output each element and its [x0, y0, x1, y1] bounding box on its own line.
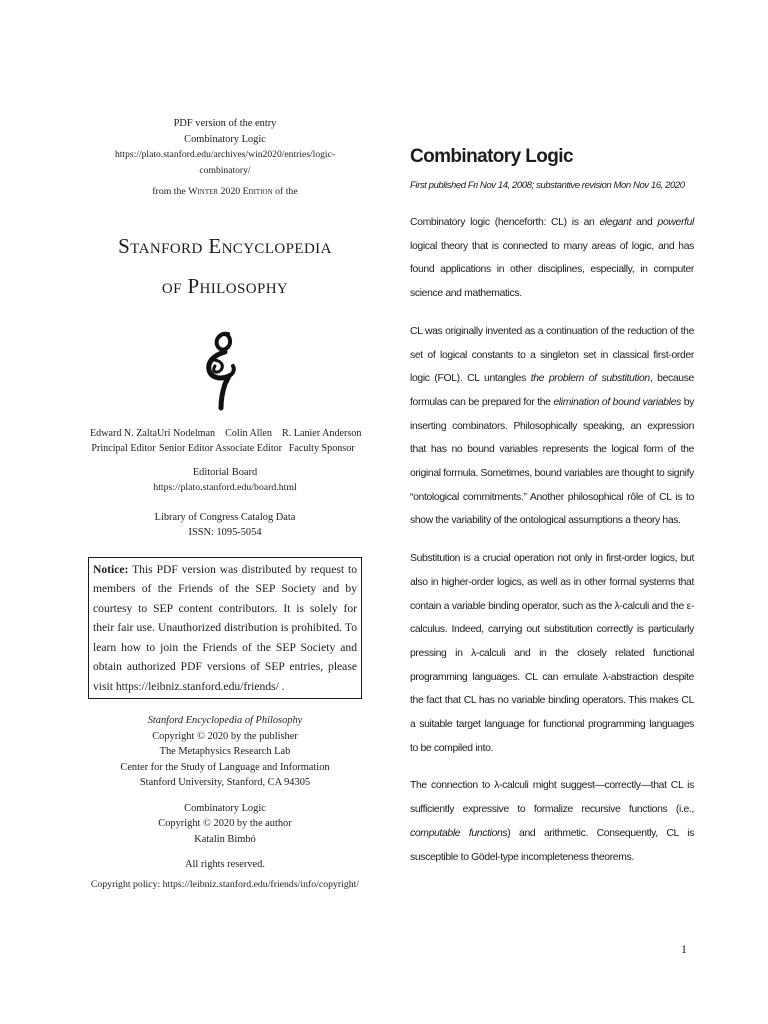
editor-role: Associate Editor [215, 443, 283, 454]
p2-emphasis-substitution: the problem of substitution [530, 373, 650, 385]
editor-role: Faculty Sponsor [288, 443, 355, 454]
editor-anderson [282, 426, 361, 457]
encyclopedia-title-line2: of Philosophy [161, 273, 289, 298]
publisher-address: Stanford University, Stanford, CA 94305 [139, 777, 311, 788]
entry-name: Combinatory Logic [184, 133, 266, 145]
p1-emphasis-powerful: powerful [657, 217, 694, 228]
copyright-policy[interactable]: Copyright policy: https://leibniz.stanford.edu/friends/info/copyright/ [90, 878, 360, 890]
publisher-center: Center for the Study of Language and Information [120, 761, 330, 773]
author-block [90, 801, 360, 848]
editorial-board-label: Editorial Board [192, 466, 258, 478]
editor-allen [215, 426, 282, 457]
editor-role: Senior Editor [158, 443, 214, 454]
publisher-name: Stanford Encyclopedia of Philosophy [147, 715, 303, 726]
notice-box [88, 557, 362, 700]
editor-name: R. Lanier Anderson [282, 427, 362, 439]
sep-logo-icon [195, 326, 255, 416]
publisher-block [90, 713, 360, 791]
title-page-column [90, 116, 360, 892]
edition-name: Winter 2020 Edition [188, 186, 273, 197]
editorial-board-url[interactable]: https://plato.stanford.edu/board.html [153, 482, 297, 493]
author-name: Katalin Bimbó [194, 833, 256, 845]
of-the-text: of the [272, 186, 298, 197]
rights-reserved: All rights reserved. [185, 859, 265, 870]
publisher-lab: The Metaphysics Research Lab [159, 746, 291, 757]
editor-role: Principal Editor [91, 443, 156, 454]
entry-url[interactable]: https://plato.stanford.edu/archives/win2020/entries/logic-combinatory/ [114, 149, 336, 176]
editorial-board [90, 465, 360, 496]
p4-text: The connection to λ-calculi might suggest—correctly—that CL is sufficiently expressive to formalize recursive functions (i.e., [410, 780, 694, 816]
rights-block [90, 857, 360, 892]
from-text: from the [152, 186, 189, 197]
catalog-data [90, 510, 360, 541]
notice-label: Notice: [93, 562, 129, 576]
p2-text: by inserting combinators. Philosophically speaking, an expression that has no bound variables represents the logical form of the original formula. Sometimes, bound variables are thought to signify “ontological commitments.” Another philosophical rôle of CL is to show the variability of the ontological assumptions a theory has. [410, 396, 694, 527]
p2-text: CL was originally invented as a continuation of the reduction of the set of logical constants to a singleton set in classical first-order logic (FOL). CL untangles [410, 325, 694, 385]
p4-text: ) and arithmetic. Consequently, CL is susceptible to Gödel-type incompleteness theorems. [410, 827, 695, 863]
p1-text: and [631, 217, 658, 228]
entry-title: Combinatory Logic [410, 146, 573, 167]
editor-zalta [90, 426, 157, 457]
p1-text: logical theory that is connected to many areas of logic, and has found applications in other disciplines, especially, in computer science and mathematics. [410, 240, 694, 300]
editor-name: Edward N. Zalta [90, 427, 157, 439]
paragraph-1 [410, 211, 694, 306]
edition-line [90, 184, 360, 200]
p1-text: Combinatory logic (henceforth: CL) is an [410, 217, 600, 228]
publication-info: First published Fri Nov 14, 2008; substantive revision Mon Nov 16, 2020 [410, 180, 685, 191]
editor-nodelman [157, 426, 215, 457]
paragraph-4 [410, 774, 694, 869]
p2-text: , because formulas can be prepared for the [410, 373, 694, 408]
encyclopedia-title-line1: Stanford Encyclopedia [118, 233, 332, 258]
entry-name-copyright: Combinatory Logic [184, 802, 266, 814]
editor-name: Colin Allen [225, 427, 272, 439]
editor-name: Uri Nodelman [157, 427, 216, 439]
p4-emphasis-computable: computable functions [410, 827, 508, 839]
entry-column [410, 142, 694, 883]
pdf-version-line [90, 116, 360, 132]
paragraph-3: Substitution is a crucial operation not only in first-order logics, but also in higher-order logics, as well as in other formal systems that contain a variable binding operator, such as the λ-calculi and the ε-calculus. Indeed, carrying out substitution correctly is particularly pressing in λ-calculi and in the closely related functional programming languages. CL can emulate λ-abstraction despite the fact that CL has no variable binding operators. This makes CL a suitable target language for functional programming languages to be compiled into. [410, 553, 694, 754]
author-copyright: Copyright © 2020 by the author [158, 818, 292, 829]
pdf-version-text: version of the entry [192, 118, 277, 129]
notice-text: This PDF version was distributed by request to members of the Friends of the SEP Society and by courtesy to SEP content contributors. It is solely for their fair use. Unauthorized distribution is prohibited. To learn how to join the Friends of the SEP Society and obtain authorized PDF versions of SEP entries, please visit https://leibniz.stanford.edu/friends/ . [93, 562, 357, 693]
pdf-label: PDF [173, 118, 193, 129]
publisher-copyright: Copyright © 2020 by the publisher [152, 730, 298, 742]
editors-list [90, 426, 360, 457]
p1-emphasis-elegant: elegant [599, 217, 632, 228]
paragraph-2 [410, 320, 694, 533]
catalog-label: Library of Congress Catalog Data [154, 511, 296, 523]
page-number: 1 [681, 942, 687, 956]
encyclopedia-title [90, 226, 360, 306]
issn: ISSN: 1095-5054 [188, 527, 262, 538]
p2-emphasis-bound-variables: elimination of bound variables [553, 396, 681, 408]
